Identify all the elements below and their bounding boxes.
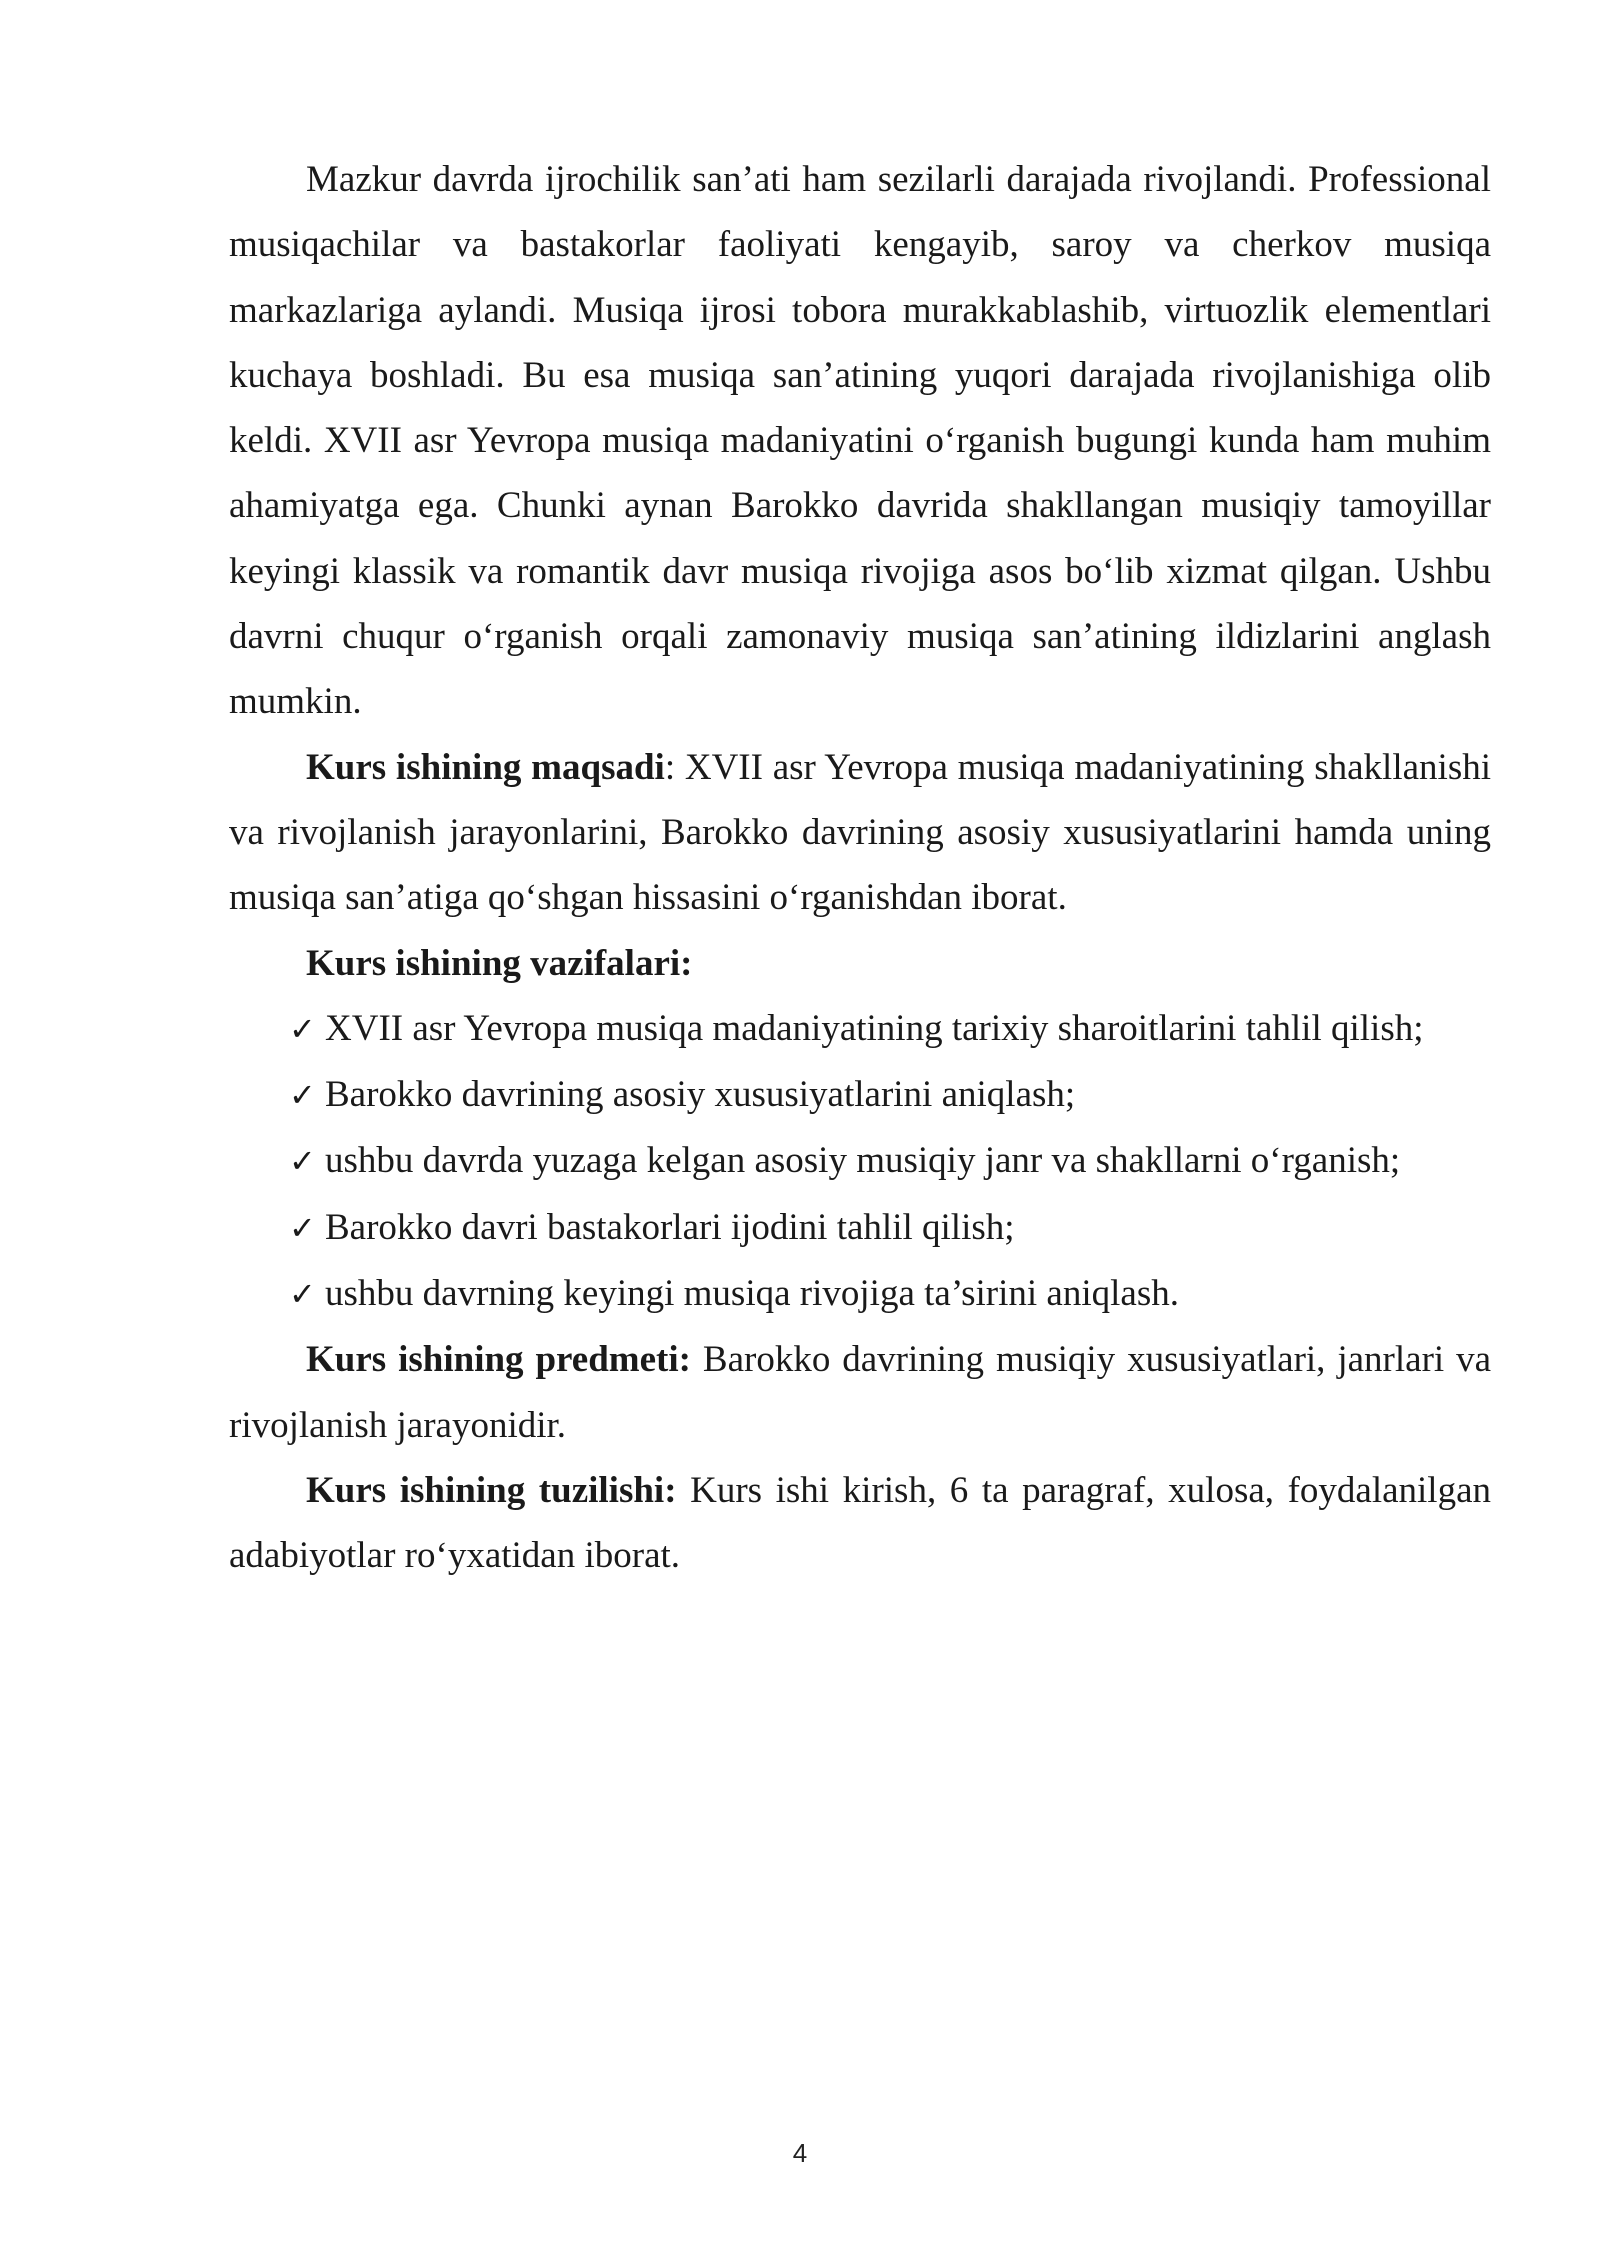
subject-paragraph	[229, 1327, 1491, 1458]
task-text: ushbu davrning keyingi musiqa rivojiga ta’sirini aniqlash.	[325, 1273, 1179, 1315]
checkmark-icon: ✓	[289, 1208, 316, 1247]
subject-text: Barokko davrining musiqiy xususiyatlari, janrlari va rivojlanish jarayonidir.	[229, 1339, 1492, 1446]
document-page	[229, 147, 1491, 1589]
checkmark-icon: ✓	[289, 1076, 316, 1115]
task-text: ushbu davrda yuzaga kelgan asosiy musiqiy janr va shakllarni o‘rganish;	[325, 1140, 1401, 1182]
list-item	[229, 996, 1491, 1062]
task-text: Barokko davrining asosiy xususiyatlarini aniqlash;	[325, 1074, 1076, 1116]
list-item	[229, 1195, 1491, 1261]
tasks-heading-label: Kurs ishining vazifalari:	[306, 942, 693, 984]
structure-label: Kurs ishining tuzilishi:	[306, 1469, 677, 1511]
structure-paragraph	[229, 1458, 1491, 1589]
goal-label: Kurs ishining maqsadi	[306, 746, 665, 788]
intro-paragraph: Mazkur davrda ijrochilik san’ati ham sezilarli darajada rivojlandi. Professional musiqachilar va bastakorlar faoliyati kengayib, saroy va cherkov musiqa markazlariga aylandi. Musiqa ijrosi tobora murakkablashib, virtuozlik elementlari kuchaya boshladi. Bu esa musiqa san’atining yuqori darajada rivojlanishiga olib keldi. XVII asr Yevropa musiqa madaniyatini o‘rganish bugungi kunda ham muhim ahamiyatga ega. Chunki aynan Barokko davrida shakllangan musiqiy tamoyillar keyingi klassik va romantik davr musiqa rivojiga asos bo‘lib xizmat qilgan. Ushbu davrni chuqur o‘rganish orqali zamonaviy musiqa san’atining ildizlarini anglash mumkin.	[229, 159, 1491, 723]
task-text: XVII asr Yevropa musiqa madaniyatining tarixiy sharoitlarini tahlil qilish;	[325, 1007, 1424, 1049]
goal-text: XVII asr Yevropa musiqa madaniyatining shakllanishi va rivojlanish jarayonlarini, Barokko davrining asosiy xususiyatlarini hamda uning musiqa san’atiga qo‘shgan hissasini o‘rganishdan iborat.	[229, 746, 1491, 919]
tasks-list	[229, 996, 1491, 1327]
goal-paragraph	[229, 735, 1491, 931]
list-item	[229, 1062, 1491, 1128]
page-number: 4	[792, 2138, 808, 2168]
task-text: Barokko davri bastakorlari ijodini tahlil qilish;	[325, 1206, 1015, 1248]
tasks-heading	[229, 931, 1491, 996]
checkmark-icon: ✓	[289, 1142, 316, 1181]
structure-text: Kurs ishi kirish, 6 ta paragraf, xulosa, foydalanilgan adabiyotlar ro‘yxatidan iborat.	[229, 1469, 1492, 1577]
subject-label: Kurs ishining predmeti:	[306, 1339, 691, 1381]
checkmark-icon: ✓	[289, 1275, 316, 1314]
list-item	[229, 1261, 1491, 1327]
checkmark-icon: ✓	[289, 1009, 316, 1048]
goal-separator: :	[664, 746, 676, 788]
list-item	[229, 1128, 1491, 1194]
